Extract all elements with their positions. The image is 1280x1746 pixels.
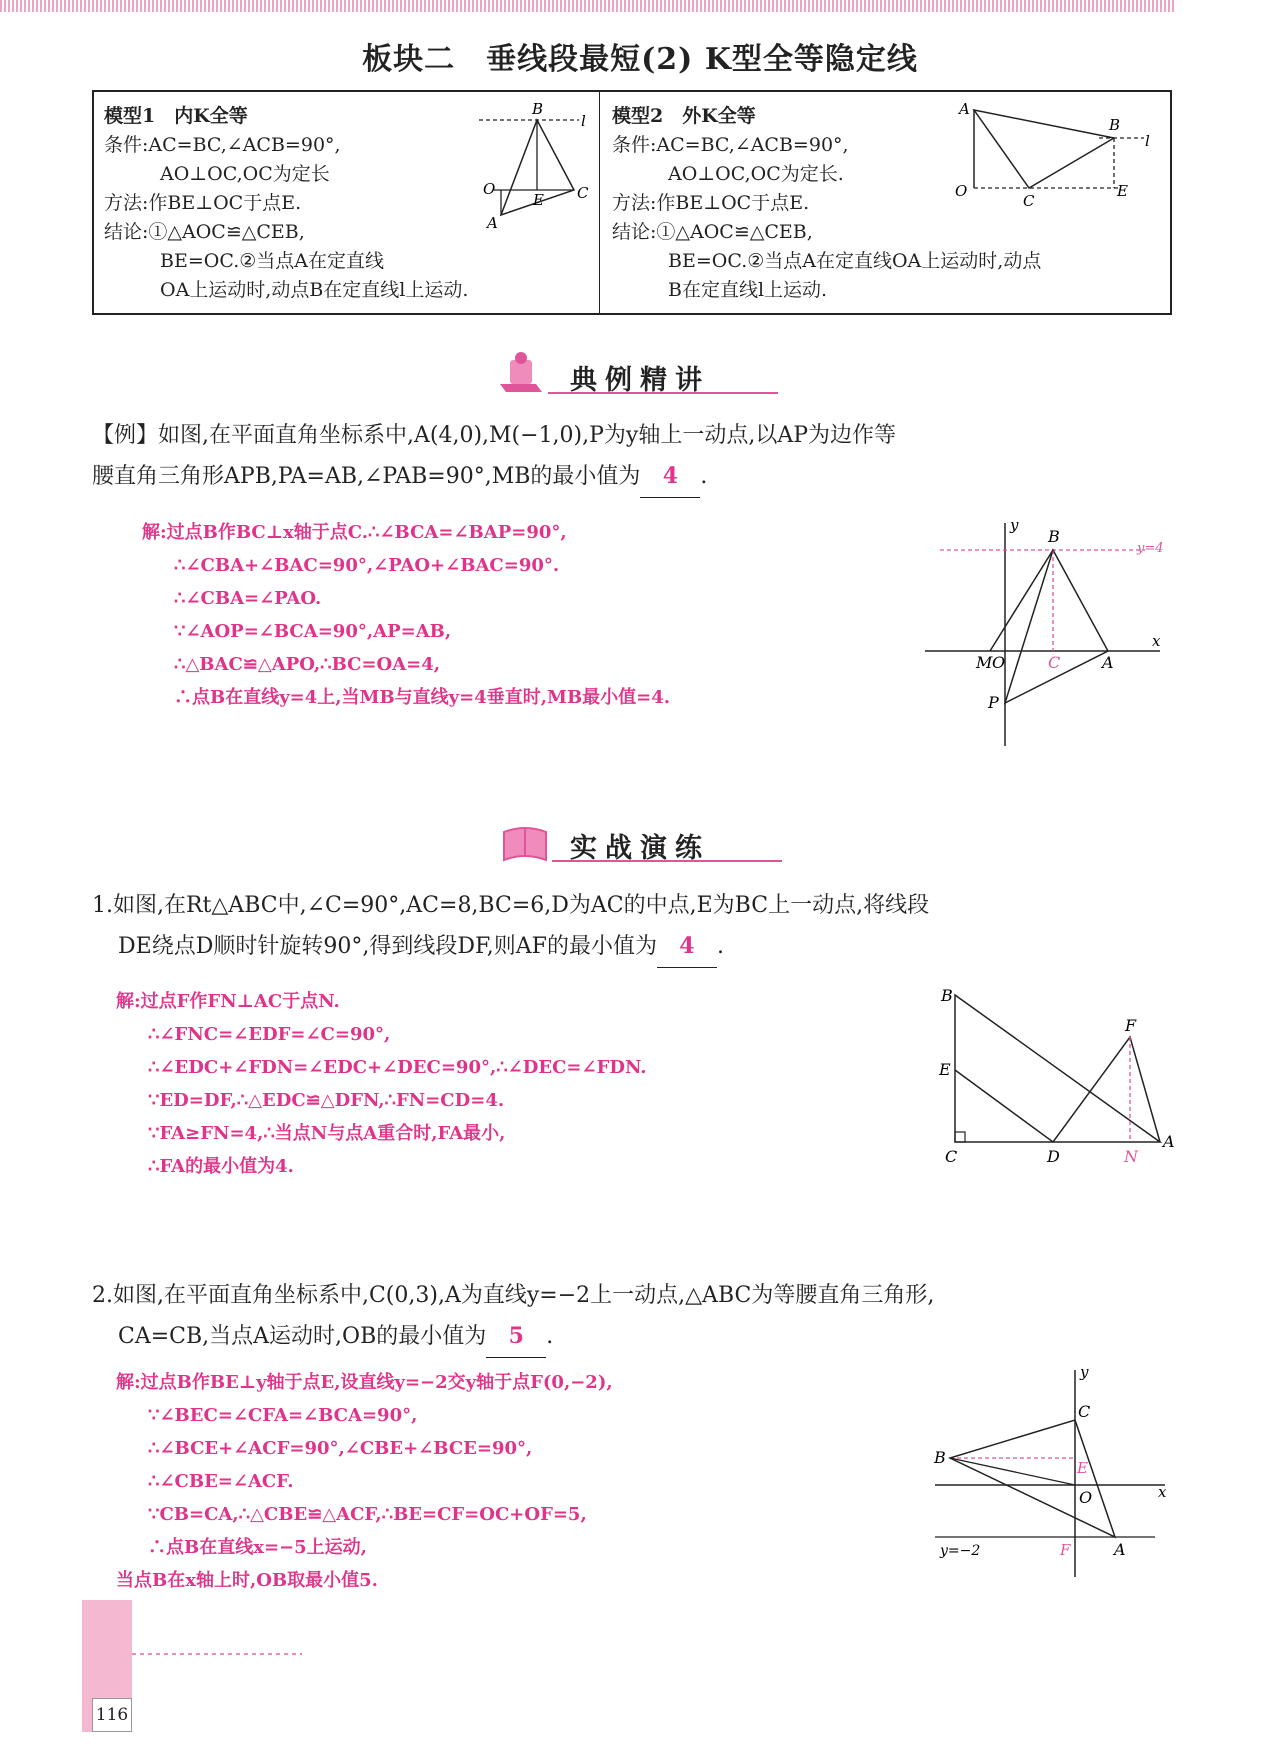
solution-line: 解:过点B作BC⊥x轴于点C.∴∠BCA=∠BAP=90°, — [142, 522, 567, 543]
model-2-line: 方法:作BE⊥OC于点E. — [612, 192, 810, 214]
fig-label: N — [1124, 1147, 1138, 1165]
q2-line: 2.如图,在平面直角坐标系中,C(0,3),A为直线y=−2上一动点,△ABC为等腰直角三角形, — [92, 1283, 935, 1308]
model-2-line: AO⊥OC,OC为定长. — [668, 163, 844, 185]
fig-label: M — [976, 653, 993, 672]
answer-blank: 4 — [657, 926, 717, 968]
model-divider — [599, 92, 600, 313]
model-1-line: AO⊥OC,OC为定长 — [160, 163, 330, 185]
answer-blank: 4 — [640, 456, 700, 498]
figure-q2 — [930, 1365, 1170, 1580]
fig-label: P — [988, 693, 999, 712]
fig-label: O — [955, 182, 968, 200]
model-2-line: B在定直线l上运动. — [668, 279, 828, 301]
figure-q1 — [935, 985, 1175, 1165]
solution-line: 当点B在x轴上时,OB取最小值5. — [116, 1570, 378, 1591]
fig-label: B — [1109, 116, 1121, 134]
figure-outer-k — [949, 100, 1154, 210]
fig-label: C — [1048, 653, 1061, 672]
solution-line: ∴∠CBE=∠ACF. — [148, 1471, 294, 1492]
solution-line: ∵CB=CA,∴△CBE≌△ACF,∴BE=CF=OC+OF=5, — [148, 1504, 587, 1525]
model-1-heading: 模型1 内K全等 — [104, 105, 248, 127]
model-box — [92, 90, 1172, 315]
fig-label: y=4 — [1137, 541, 1164, 556]
model-2-line: BE=OC.②当点A在定直线OA上运动时,动点 — [668, 250, 1042, 272]
fig-label: y=−2 — [940, 1543, 981, 1559]
fig-label: E — [1077, 1459, 1088, 1477]
solution-line: 解:过点B作BE⊥y轴于点E,设直线y=−2交y轴于点F(0,−2), — [116, 1372, 613, 1393]
model-2-heading: 模型2 外K全等 — [612, 105, 756, 127]
fig-label: D — [1047, 1147, 1060, 1165]
fig-label: l — [1145, 132, 1150, 150]
page-number: 116 — [92, 1698, 132, 1732]
top-decorative-bar — [0, 0, 1175, 12]
fig-label: O — [483, 180, 496, 198]
fig-label: y — [1010, 518, 1019, 534]
fig-label: x — [1152, 632, 1161, 650]
fig-label: F — [1125, 1016, 1137, 1035]
model-1-line: 条件:AC=BC,∠ACB=90°, — [104, 134, 341, 156]
solution-line: ∴△BAC≌△APO,∴BC=OA=4, — [174, 654, 441, 675]
example-question: 【例】如图,在平面直角坐标系中,A(4,0),M(−1,0),P为y轴上一动点,以AP为边作等 腰直角三角形APB,PA=AB,∠PAB=90°,MB的最小值为 4 . — [92, 415, 1172, 498]
fig-label: C — [1023, 192, 1035, 210]
fig-label: C — [1078, 1402, 1091, 1421]
fig-label: B — [532, 100, 544, 118]
fig-label: C — [945, 1147, 958, 1165]
fig-label: F — [1060, 1541, 1071, 1559]
solution-line: ∴∠CBA=∠PAO. — [174, 588, 322, 609]
solution-line: ∴∠CBA+∠BAC=90°,∠PAO+∠BAC=90°. — [174, 555, 560, 576]
fig-label: A — [1102, 653, 1114, 672]
model-2-line: 条件:AC=BC,∠ACB=90°, — [612, 134, 849, 156]
solution-line: ∴∠FNC=∠EDF=∠C=90°, — [148, 1024, 391, 1045]
example-line: 【例】如图,在平面直角坐标系中,A(4,0),M(−1,0),P为y轴上一动点,以AP为边作等 — [92, 423, 897, 448]
solution-line: ∴点B在直线x=−5上运动, — [148, 1537, 367, 1558]
answer-blank: 5 — [486, 1316, 546, 1358]
footer-decorative-line — [132, 1653, 302, 1655]
fig-label: O — [1079, 1488, 1093, 1507]
model-1-line: 结论:①△AOC≌△CEB, — [104, 221, 305, 243]
fig-label: A — [487, 214, 498, 230]
fig-label: E — [533, 191, 544, 209]
solution-line: ∵FA≥FN=4,∴当点N与点A重合时,FA最小, — [148, 1123, 506, 1144]
fig-label: A — [1163, 1132, 1175, 1151]
question-2: 2.如图,在平面直角坐标系中,C(0,3),A为直线y=−2上一动点,△ABC为等腰直角三角形, CA=CB,当点A运动时,OB的最小值为 5 . — [92, 1275, 1172, 1358]
model-1-line: OA上运动时,动点B在定直线l上运动. — [160, 279, 469, 301]
q1-line: 1.如图,在Rt△ABC中,∠C=90°,AC=8,BC=6,D为AC的中点,E为BC上一动点,将线段 — [92, 893, 930, 918]
solution-line: ∴∠BCE+∠ACF=90°,∠CBE+∠BCE=90°, — [148, 1438, 533, 1459]
q1-line: DE绕点D顺时针旋转90°,得到线段DF,则AF的最小值为 — [118, 934, 657, 959]
q1-solution — [116, 985, 647, 1183]
fig-label: B — [934, 1448, 946, 1467]
fig-label: B — [941, 986, 953, 1005]
model-2-line: 结论:①△AOC≌△CEB, — [612, 221, 813, 243]
q2-line: CA=CB,当点A运动时,OB的最小值为 — [118, 1324, 487, 1349]
example-section-title: 典例精讲 — [570, 365, 710, 396]
q2-solution — [116, 1366, 613, 1597]
fig-label: O — [992, 653, 1006, 672]
model-1-line: 方法:作BE⊥OC于点E. — [104, 192, 302, 214]
page-title: 板块二 垂线段最短(2) K型全等隐定线 — [362, 42, 918, 77]
fig-label: A — [1114, 1540, 1126, 1559]
fig-label: C — [577, 184, 589, 202]
fig-label: E — [939, 1060, 951, 1079]
question-1: 1.如图,在Rt△ABC中,∠C=90°,AC=8,BC=6,D为AC的中点,E为BC上一动点,将线段 DE绕点D顺时针旋转90°,得到线段DF,则AF的最小值为 4 . — [92, 885, 1172, 968]
fig-label: B — [1048, 527, 1060, 546]
fig-label: E — [1117, 182, 1128, 200]
figure-example — [920, 518, 1170, 748]
solution-line: ∴点B在直线y=4上,当MB与直线y=4垂直时,MB最小值=4. — [174, 687, 671, 708]
figure-inner-k — [479, 100, 589, 230]
solution-line: ∴∠EDC+∠FDN=∠EDC+∠DEC=90°,∴∠DEC=∠FDN. — [148, 1057, 647, 1078]
solution-line: 解:过点F作FN⊥AC于点N. — [116, 991, 340, 1012]
model-1 — [104, 102, 468, 305]
solution-line: ∴FA的最小值为4. — [148, 1156, 294, 1177]
example-line: 腰直角三角形APB,PA=AB,∠PAB=90°,MB的最小值为 — [92, 464, 641, 489]
solution-line: ∵ED=DF,∴△EDC≌△DFN,∴FN=CD=4. — [148, 1090, 505, 1111]
fig-label: A — [959, 100, 970, 118]
solution-line: ∵∠AOP=∠BCA=90°,AP=AB, — [174, 621, 452, 642]
example-solution — [142, 516, 670, 714]
solution-line: ∵∠BEC=∠CFA=∠BCA=90°, — [148, 1405, 418, 1426]
fig-label: y — [1080, 1365, 1089, 1381]
model-1-line: BE=OC.②当点A在定直线 — [160, 250, 384, 272]
fig-label: l — [581, 112, 586, 130]
practice-section-title: 实战演练 — [570, 833, 710, 864]
fig-label: x — [1158, 1483, 1167, 1501]
